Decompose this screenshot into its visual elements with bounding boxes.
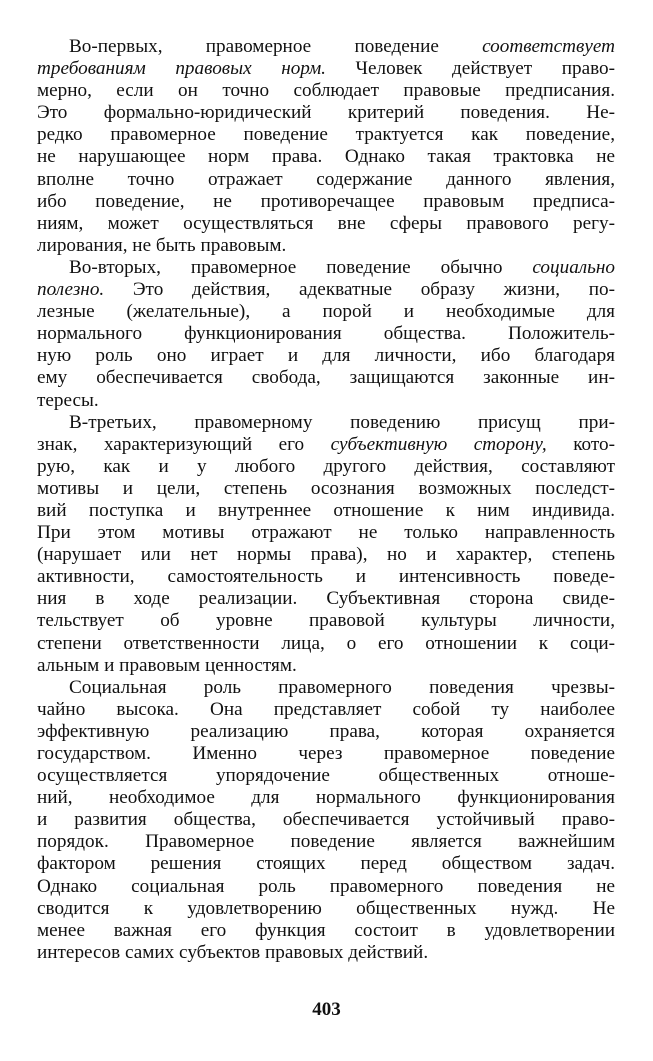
text-line [37,478,615,500]
text-run: мотивы и цели, степень осознания возможных последст- [37,477,615,499]
text-line [37,169,615,191]
text-line [37,500,615,522]
text-run: знак, характеризующий его [37,433,331,455]
text-run: лезные (желательные), а порой и необходимые для [37,301,615,323]
text-line [37,80,615,102]
italic-emphasis: соответствует [482,36,615,57]
text-run: альным и правовым ценностям. [37,654,297,676]
text-run: ний, необходимое для нормального функционирования [37,787,615,809]
text-run: рую, как и у любого другого действия, составляют [37,455,615,477]
text-run: осуществляется упорядочение общественных отноше- [37,765,615,787]
text-run: активности, самостоятельность и интенсивность поведе- [37,566,615,588]
paragraph [37,257,615,412]
text-run: лирования, не быть правовым. [37,234,287,256]
text-line [37,412,615,434]
text-line [37,920,615,942]
text-run: степени ответственности лица, о его отношении к соци- [37,632,615,654]
text-line [37,677,615,699]
text-run: Однако социальная роль правомерного поведения не [37,875,615,897]
text-line [37,743,615,765]
page-number: 403 [312,999,341,1020]
text-line [37,36,615,58]
text-run: не нарушающее норм права. Однако такая трактовка не [37,146,615,168]
text-run: Во-первых, правомерное поведение [69,36,483,57]
text-run: ибо поведение, не противоречащее правовым предписа- [37,190,615,212]
text-line [37,610,615,632]
text-line [37,588,615,610]
text-line [37,257,615,279]
text-run: интересов самих субъектов правовых действий. [37,941,429,963]
italic-emphasis: социально [532,256,615,278]
text-run: мерно, если он точно соблюдает правовые предписания. [37,80,615,102]
text-run: ния в ходе реализации. Субъективная сторона свиде- [37,588,615,610]
text-line [37,522,615,544]
text-run: Во-вторых, правомерное поведение обычно [69,256,533,278]
text-run: государством. Именно через правомерное поведение [37,743,615,764]
text-run: вполне точно отражает содержание данного явления, [37,168,615,190]
text-line [37,787,615,809]
text-line [37,279,615,301]
paragraph [37,677,615,964]
text-run: Социальная роль правомерного поведения чрезвы- [69,676,615,698]
text-line [37,367,615,389]
text-line [37,301,615,323]
text-run: порядок. Правомерное поведение является важнейшим [37,831,615,853]
text-run: тельствует об уровне правовой культуры личности, [37,610,615,632]
text-run: и развития общества, обеспечивается устойчивый право- [37,809,615,831]
text-run: При этом мотивы отражают не только направленность [37,522,615,544]
text-run: чайно высока. Она представляет собой ту наиболее [37,698,615,720]
text-line [37,390,615,412]
paragraph [37,412,615,677]
text-line [37,655,615,677]
text-line [37,456,615,478]
text-line [37,853,615,875]
text-run: нормального функционирования общества. Положитель- [37,323,615,345]
text-line [37,633,615,655]
paragraph [37,36,615,257]
text-run: сводится к удовлетворению общественных нужд. Не [37,897,615,919]
text-line [37,213,615,235]
text-line [37,831,615,853]
text-line [37,699,615,721]
text-line [37,544,615,566]
text-line [37,566,615,588]
text-run: вий поступка и внутреннее отношение к ним индивида. [37,499,615,521]
text-line [37,323,615,345]
text-run: ниям, может осуществляться вне сферы правового регу- [37,212,615,234]
text-run: тересы. [37,389,99,411]
text-run: эффективную реализацию права, которая охраняется [37,720,615,742]
text-run: Это формально-юридический критерий поведения. Не- [37,102,615,124]
text-run: менее важная его функция состоит в удовлетворении [37,919,615,941]
text-run: В-третьих, правомерному поведению присущ при- [69,411,615,433]
text-run: фактором решения стоящих перед обществом задач. [37,853,615,875]
text-run: (нарушает или нет нормы права), но и характер, степень [37,544,615,566]
text-line [37,434,615,456]
text-run: Это действия, адекватные образу жизни, по- [104,279,615,301]
text-line [37,765,615,787]
text-line [37,721,615,743]
text-line [37,809,615,831]
italic-emphasis: субъективную сторону, [330,433,547,455]
italic-emphasis: полезно. [37,279,105,301]
text-run: ную роль оно играет и для личности, ибо благодаря [37,345,615,367]
body-text [37,36,615,964]
text-run: редко правомерное поведение трактуется как поведение, [37,124,615,146]
text-line [37,124,615,146]
text-line [37,235,615,257]
text-line [37,58,615,80]
italic-emphasis: требованиям правовых норм. [37,58,326,80]
text-line [37,876,615,898]
text-line [37,942,615,964]
text-line [37,191,615,213]
text-run: кото- [546,433,616,455]
text-line [37,146,615,168]
text-line [37,345,615,367]
text-line [37,102,615,124]
text-run: Человек действует право- [325,58,615,80]
text-line [37,898,615,920]
text-run: ему обеспечивается свобода, защищаются законные ин- [37,367,615,389]
